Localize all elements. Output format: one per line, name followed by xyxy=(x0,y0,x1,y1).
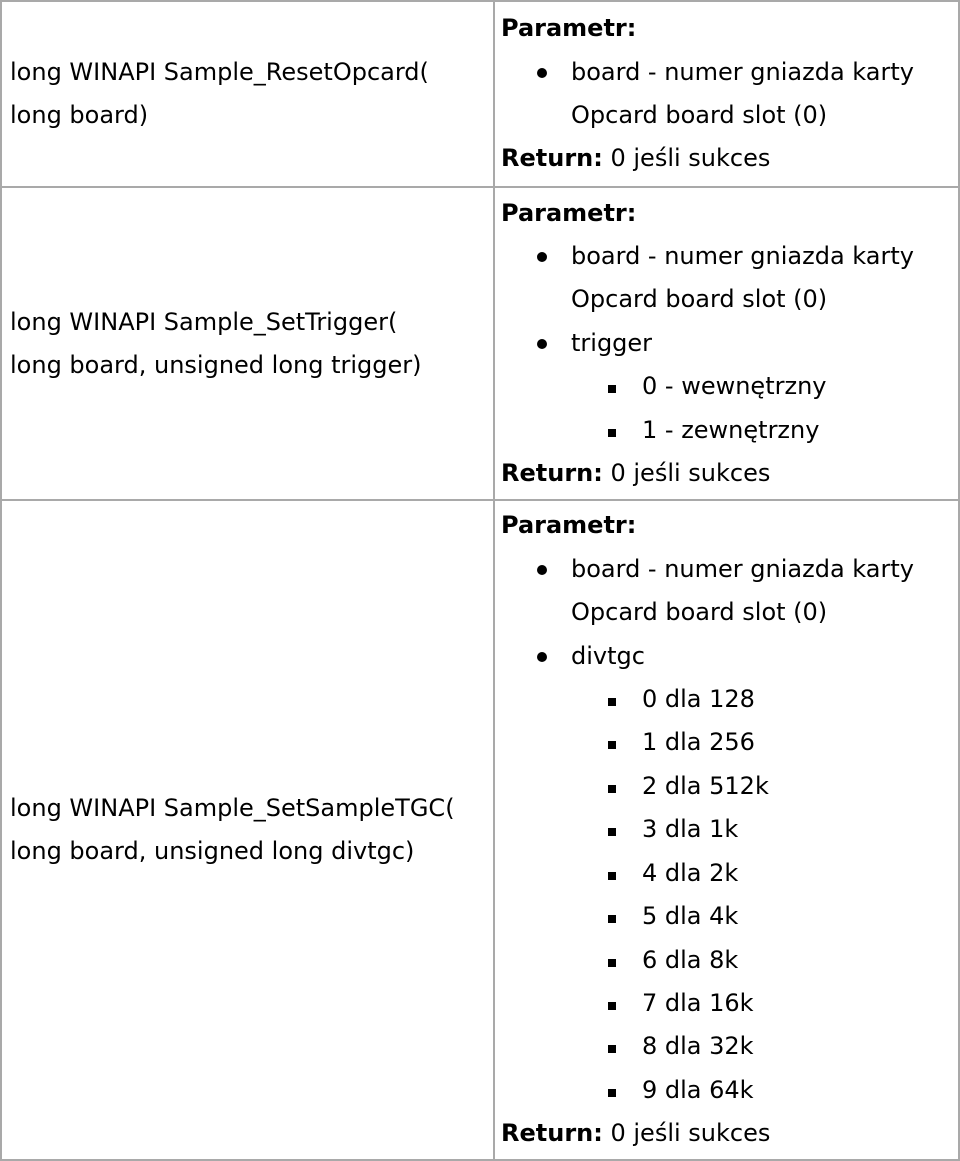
parameter-value-item: 3 dla 1k xyxy=(571,808,954,851)
parameter-text: divtgc xyxy=(571,641,645,670)
parameter-value-item: 2 dla 512k xyxy=(571,765,954,808)
parameter-text: Opcard board slot (0) xyxy=(571,285,828,314)
return-value: 0 jeśli sukces xyxy=(610,1119,771,1148)
function-description-cell xyxy=(494,1,959,187)
parameter-text: board - numer gniazda karty xyxy=(571,241,914,270)
return-label: Return: xyxy=(501,459,603,488)
parameter-text: Opcard board slot (0) xyxy=(571,598,828,627)
return-label: Return: xyxy=(501,1119,603,1148)
parameter-value-item: 7 dla 16k xyxy=(571,982,954,1025)
parameters-label: Parametr: xyxy=(501,198,637,227)
table-row xyxy=(1,500,959,1160)
function-signature-cell xyxy=(1,1,494,187)
parameter-value-item: 8 dla 32k xyxy=(571,1025,954,1068)
parameter-value-item: 9 dla 64k xyxy=(571,1069,954,1112)
parameter-item xyxy=(501,235,954,322)
parameter-item xyxy=(501,635,954,1112)
parameter-value-item: 4 dla 2k xyxy=(571,852,954,895)
parameter-value-item: 5 dla 4k xyxy=(571,895,954,938)
parameter-value-item: 1 - zewnętrzny xyxy=(571,409,954,452)
function-signature-line: long WINAPI Sample_SetSampleTGC( xyxy=(10,794,455,822)
parameter-value-list xyxy=(571,678,954,1112)
function-description-cell xyxy=(494,500,959,1160)
parameter-value-item: 0 dla 128 xyxy=(571,678,954,721)
table-row xyxy=(1,187,959,500)
return-line xyxy=(501,1112,954,1155)
parameter-value-item: 0 - wewnętrzny xyxy=(571,365,954,408)
parameter-text: board - numer gniazda karty xyxy=(571,57,914,86)
function-description-cell xyxy=(494,187,959,500)
table-row xyxy=(1,1,959,187)
return-value: 0 jeśli sukces xyxy=(610,459,771,488)
parameter-text: Opcard board slot (0) xyxy=(571,101,828,129)
parameter-list xyxy=(501,548,954,1112)
parameter-text: trigger xyxy=(571,328,653,357)
parameter-item xyxy=(501,322,954,452)
return-line xyxy=(501,137,954,180)
parameter-value-item: 6 dla 8k xyxy=(571,939,954,982)
parameter-value-item: 1 dla 256 xyxy=(571,721,954,764)
function-signature-cell xyxy=(1,187,494,500)
parameter-list xyxy=(501,51,954,138)
function-signature-line: long board, unsigned long trigger) xyxy=(10,350,422,379)
parameters-label: Parametr: xyxy=(501,511,637,540)
function-signature-cell xyxy=(1,500,494,1160)
parameter-item xyxy=(501,548,954,635)
return-line xyxy=(501,452,954,495)
function-signature-line: long WINAPI Sample_ResetOpcard( xyxy=(10,58,429,86)
parameter-text: board - numer gniazda karty xyxy=(571,554,914,583)
parameter-list xyxy=(501,235,954,452)
return-label: Return: xyxy=(501,144,603,173)
function-signature-line: long board) xyxy=(10,101,149,129)
function-signature-line: long board, unsigned long divtgc) xyxy=(10,837,415,865)
parameter-value-list xyxy=(571,365,954,452)
return-value: 0 jeśli sukces xyxy=(610,144,771,173)
function-signature-line: long WINAPI Sample_SetTrigger( xyxy=(10,307,398,336)
parameter-item xyxy=(501,51,954,138)
parameters-label: Parametr: xyxy=(501,14,637,43)
